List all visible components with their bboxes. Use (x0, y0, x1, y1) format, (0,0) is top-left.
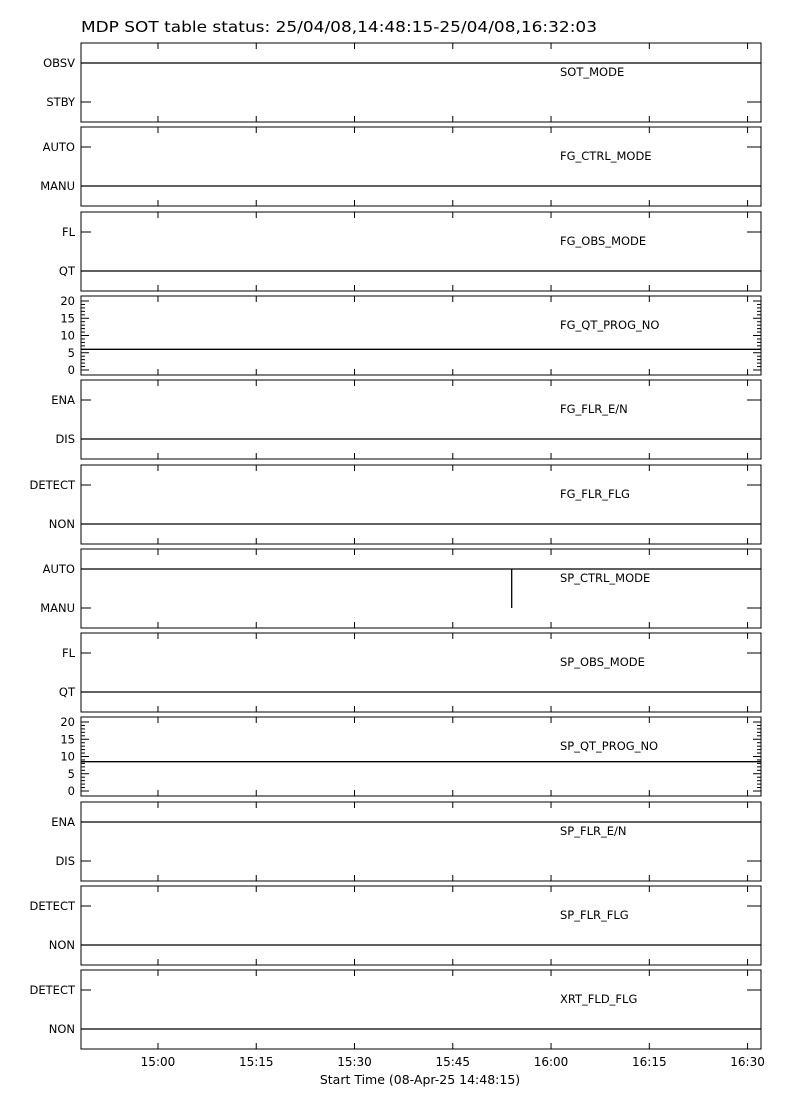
panel-name: SP_OBS_MODE (560, 655, 645, 669)
panel-frame (81, 127, 761, 206)
panel-fg-obs-mode (59, 212, 761, 291)
panel-name: SP_FLR_E/N (560, 824, 627, 838)
y-tick-label-low: NON (48, 517, 75, 531)
y-tick-label-high: DETECT (29, 899, 75, 913)
x-axis-label: Start Time (08-Apr-25 14:48:15) (319, 1072, 521, 1087)
x-tick-label: 15:00 (140, 1055, 176, 1069)
panel-name: FG_FLR_FLG (560, 487, 630, 501)
y-tick-label-low: DIS (55, 854, 75, 868)
y-tick-label-high: ENA (51, 815, 75, 829)
panel-name: SP_QT_PROG_NO (560, 739, 659, 753)
y-tick-label: 10 (60, 749, 75, 764)
x-tick-label: 16:00 (533, 1055, 569, 1069)
panels (30, 43, 761, 1049)
y-tick-label-low: QT (58, 264, 75, 278)
panel-frame (81, 296, 761, 375)
y-tick-label-high: AUTO (42, 562, 75, 576)
x-axis (141, 1055, 765, 1069)
y-tick-label-high: FL (61, 225, 75, 239)
x-tick-label: 16:15 (632, 1055, 667, 1069)
panel-name: SP_CTRL_MODE (560, 571, 651, 585)
y-tick-label-high: ENA (51, 393, 75, 407)
y-tick-label-high: DETECT (29, 478, 75, 492)
y-tick-label-low: STBY (46, 95, 75, 109)
chart-title: MDP SOT table status: 25/04/08,14:48:15-25/04/08,16:32:03 (81, 18, 597, 36)
panel-name: FG_CTRL_MODE (560, 149, 652, 163)
y-tick-label: 10 (60, 328, 75, 343)
y-tick-label-high: OBSV (43, 56, 75, 70)
panel-fg-flr-flg (30, 465, 761, 544)
y-tick-label: 15 (60, 311, 75, 326)
panel-name: SP_FLR_FLG (560, 908, 629, 922)
panel-frame (81, 212, 761, 291)
panel-fg-ctrl-mode (40, 127, 761, 206)
y-tick-label-high: AUTO (42, 140, 75, 154)
y-tick-label: 5 (67, 345, 75, 360)
panel-frame (81, 549, 761, 628)
panel-frame (81, 465, 761, 544)
panel-fg-qt-prog-no (60, 294, 761, 377)
panel-frame (81, 802, 761, 881)
y-tick-label: 15 (60, 732, 75, 747)
panel-sp-flr-e-n (51, 802, 761, 881)
panel-sp-ctrl-mode (40, 549, 761, 628)
panel-frame (81, 970, 761, 1049)
y-tick-label-low: NON (48, 938, 75, 952)
series-line (81, 569, 761, 608)
y-tick-label-low: QT (58, 685, 75, 699)
panel-xrt-fld-flg (30, 970, 761, 1049)
panel-sp-obs-mode (59, 633, 761, 712)
y-tick-label: 0 (67, 784, 75, 798)
panel-name: FG_QT_PROG_NO (560, 318, 660, 332)
y-tick-label-low: NON (48, 1022, 75, 1036)
y-tick-label: 20 (60, 294, 75, 308)
panel-sp-qt-prog-no (60, 715, 761, 798)
x-tick-label: 16:30 (730, 1055, 765, 1069)
panel-name: FG_FLR_E/N (560, 402, 628, 416)
x-tick-label: 15:15 (238, 1055, 274, 1069)
panel-frame (81, 633, 761, 712)
panel-frame (81, 380, 761, 459)
panel-fg-flr-e-n (51, 380, 761, 459)
panel-name: XRT_FLD_FLG (560, 992, 638, 1006)
x-tick-label: 15:45 (435, 1055, 471, 1069)
y-tick-label: 5 (67, 766, 75, 781)
y-tick-label-high: FL (61, 646, 75, 660)
y-tick-label-high: DETECT (29, 983, 75, 997)
panel-sot-mode (43, 43, 761, 122)
y-tick-label: 20 (60, 715, 75, 729)
panel-frame (81, 43, 761, 122)
panel-sp-flr-flg (30, 886, 761, 965)
y-tick-label: 0 (67, 363, 75, 377)
x-tick-label: 15:30 (337, 1055, 372, 1069)
y-tick-label-low: MANU (40, 601, 75, 615)
panel-frame (81, 886, 761, 965)
y-tick-label-low: MANU (40, 179, 75, 193)
panel-frame (81, 717, 761, 796)
panel-name: SOT_MODE (560, 65, 625, 79)
panel-name: FG_OBS_MODE (560, 234, 647, 248)
y-tick-label-low: DIS (55, 432, 75, 446)
